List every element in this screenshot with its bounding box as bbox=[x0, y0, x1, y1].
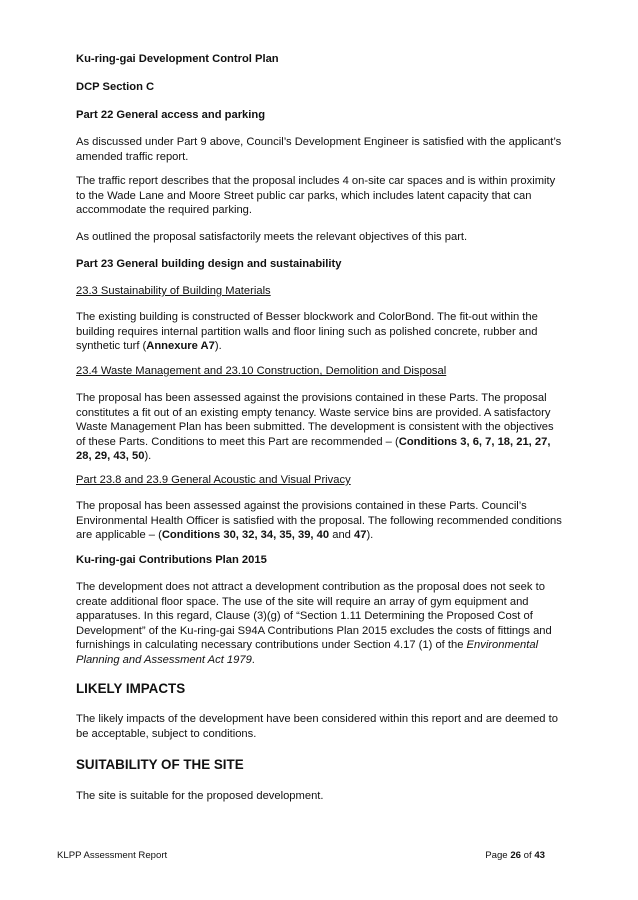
suitability-heading: SUITABILITY OF THE SITE bbox=[76, 757, 244, 772]
paragraph-objectives: As outlined the proposal satisfactorily meets the relevant objectives of this part. bbox=[76, 231, 468, 243]
footer-page-number: Page 26 of 43 bbox=[485, 850, 545, 861]
dcp-section-heading: DCP Section C bbox=[76, 81, 155, 93]
page-footer bbox=[57, 850, 545, 862]
part23-heading: Part 23 General building design and sustainability bbox=[76, 258, 342, 270]
paragraph-waste: The proposal has been assessed against the provisions contained in these Parts. The proposal constitutes a fit out of an existing empty tenancy. Waste service bins are provided. A satisfactory Waste Management Plan has been submitted. The development is consistent with the objectives of these Parts. Conditions to meet this Part are recommended – (Conditions 3, 6, 7, 18, 21, 27, 28, 29, 43, 50). bbox=[76, 392, 554, 463]
dcp-heading: Ku-ring-gai Development Control Plan bbox=[76, 53, 279, 65]
subheading-waste: 23.4 Waste Management and 23.10 Construction, Demolition and Disposal bbox=[76, 365, 447, 377]
paragraph-impacts: The likely impacts of the development have been considered within this report and are deemed to be acceptable, subject to conditions. bbox=[76, 713, 558, 740]
paragraph-engineer: As discussed under Part 9 above, Council’s Development Engineer is satisfied with the applicant’s amended traffic report. bbox=[76, 136, 562, 163]
paragraph-suitability: The site is suitable for the proposed development. bbox=[76, 790, 324, 802]
likely-impacts-heading: LIKELY IMPACTS bbox=[76, 681, 186, 696]
subheading-privacy: Part 23.8 and 23.9 General Acoustic and Visual Privacy bbox=[76, 474, 351, 486]
paragraph-contributions: The development does not attract a development contribution as the proposal does not seek to create additional floor space. The use of the site will require an array of gym equipment and apparatuses. In this regard, Clause (3)(g) of “Section 1.11 Determining the Proposed Cost of Development” of the Ku-ring-gai S94A Contributions Plan 2015 excludes the costs of fittings and furnishings in calculating necessary contributions under Section 4.17 (1) of the Environmental Planning and Assessment Act 1979. bbox=[76, 581, 552, 666]
part22-heading: Part 22 General access and parking bbox=[76, 109, 266, 121]
paragraph-privacy: The proposal has been assessed against the provisions contained in these Parts. Council’s Environmental Health Officer is satisfied with the proposal. The following recommended conditions are applicable – (Conditions 30, 32, 34, 35, 39, 40 and 47). bbox=[76, 500, 562, 542]
contributions-heading: Ku-ring-gai Contributions Plan 2015 bbox=[76, 554, 267, 566]
footer-report-title: KLPP Assessment Report bbox=[57, 850, 168, 861]
paragraph-traffic: The traffic report describes that the proposal includes 4 on-site car spaces and is within proximity to the Wade Lane and Moore Street public car parks, which includes latent capacity that can accommodate the required parking. bbox=[76, 175, 556, 217]
paragraph-materials: The existing building is constructed of Besser blockwork and ColorBond. The fit-out within the building requires internal partition walls and floor lining such as polished concrete, rubber and synthetic turf (Annexure A7). bbox=[76, 311, 538, 353]
subheading-materials: 23.3 Sustainability of Building Materials bbox=[76, 285, 271, 297]
